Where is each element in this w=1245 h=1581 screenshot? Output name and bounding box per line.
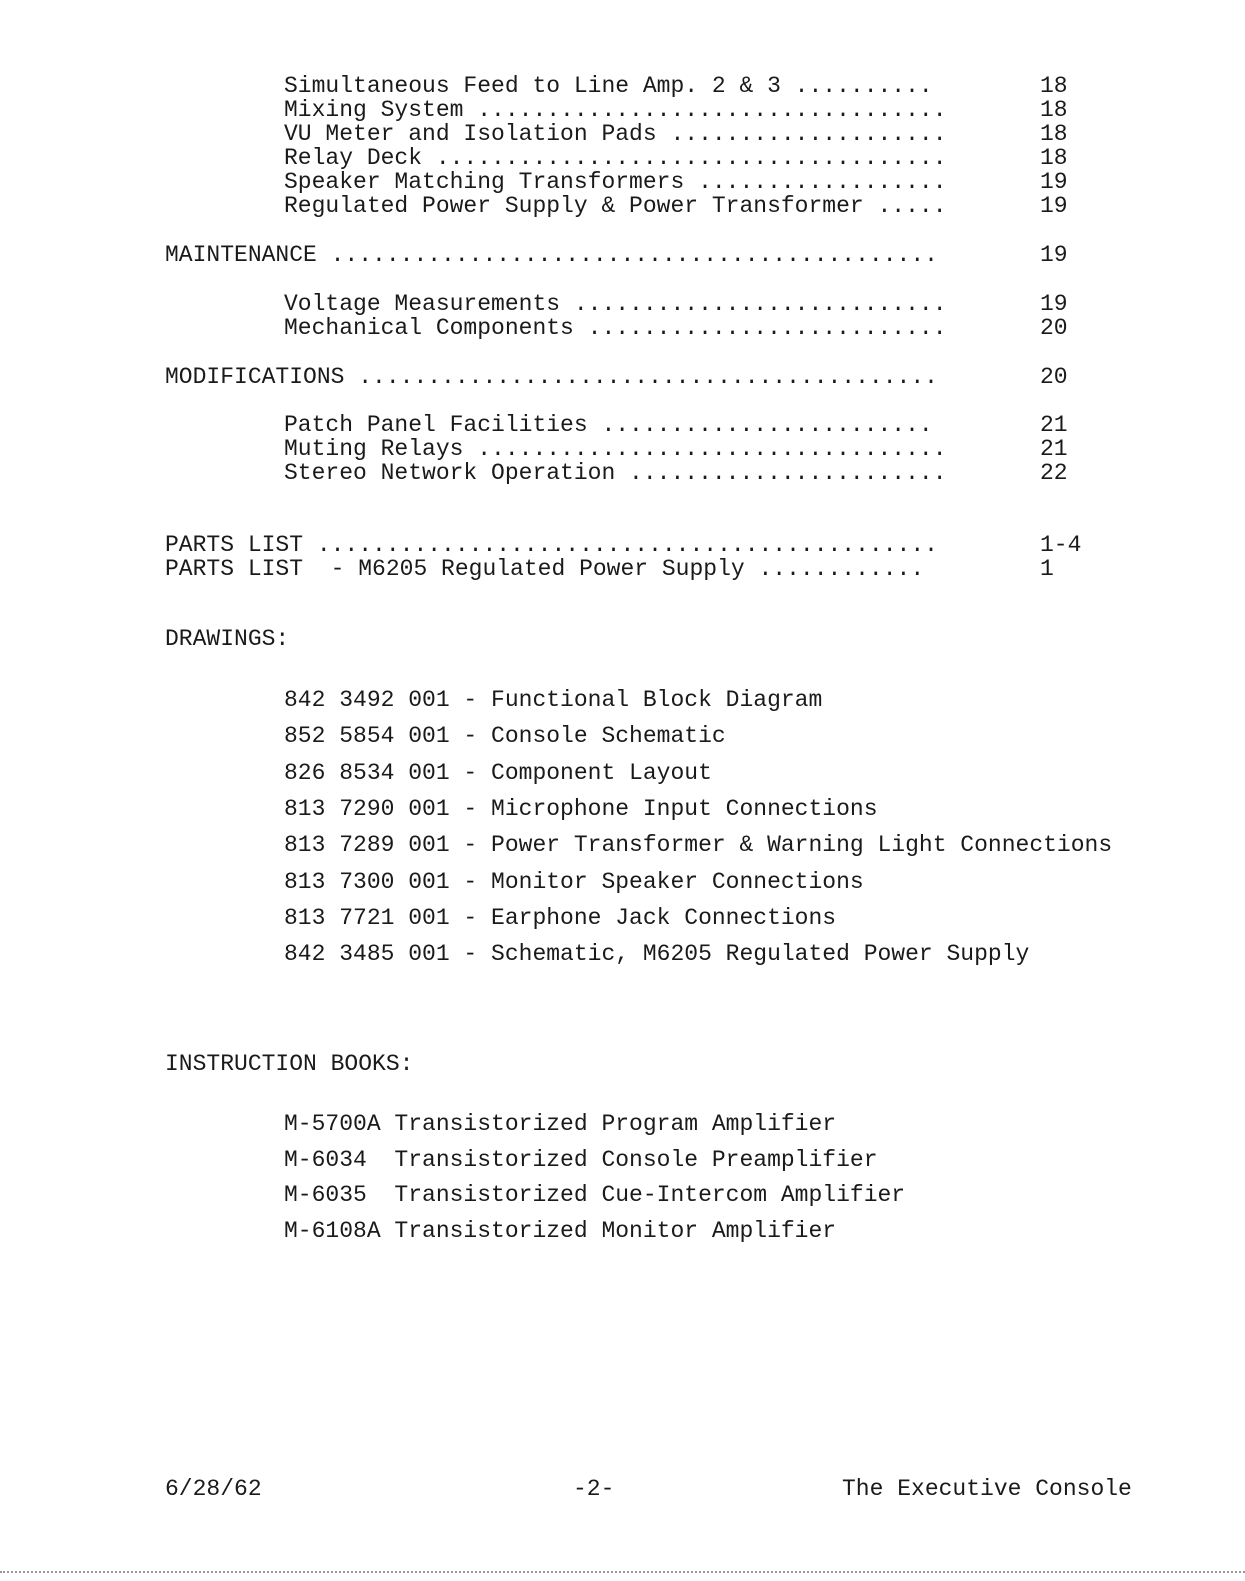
instruction-book-item: M-5700A Transistorized Program Amplifier: [284, 1111, 837, 1137]
drawing-item: 852 5854 001 - Console Schematic: [284, 723, 726, 750]
toc-page-number: 19: [1040, 193, 1068, 219]
toc-page-number: 19: [1040, 291, 1068, 317]
footer-date: 6/28/62: [165, 1476, 262, 1502]
footer-title: The Executive Console: [842, 1476, 1132, 1502]
toc-page-number: 20: [1040, 364, 1068, 390]
drawing-item: 813 7289 001 - Power Transformer & Warning Light Connections: [284, 832, 1113, 859]
toc-page-number: 19: [1040, 242, 1068, 268]
bottom-rule: [0, 1571, 1245, 1573]
toc-entry: Mechanical Components ..........................: [284, 315, 947, 341]
toc-entry: MAINTENANCE ............................................: [165, 242, 938, 268]
toc-entry: Muting Relays ..................................: [284, 436, 947, 462]
toc-entry: PARTS LIST .............................................: [165, 532, 938, 558]
toc-page-number: 18: [1040, 121, 1068, 147]
toc-page-number: 18: [1040, 97, 1068, 123]
toc-page-number: 1-4: [1040, 532, 1082, 558]
instruction-book-item: M-6108A Transistorized Monitor Amplifier: [284, 1218, 837, 1245]
toc-entry: MODIFICATIONS ..........................................: [165, 364, 938, 390]
toc-page-number: 21: [1040, 436, 1068, 462]
drawings-heading: DRAWINGS:: [165, 626, 290, 652]
drawing-item: 842 3492 001 - Functional Block Diagram: [284, 687, 823, 713]
toc-entry: VU Meter and Isolation Pads ....................: [284, 121, 947, 147]
instruction-book-item: M-6034 Transistorized Console Preamplifier: [284, 1146, 878, 1173]
toc-page-number: 19: [1040, 169, 1068, 195]
drawing-item: 813 7290 001 - Microphone Input Connections: [284, 795, 878, 822]
toc-entry: PARTS LIST - M6205 Regulated Power Supply ............: [165, 556, 925, 582]
toc-page-number: 18: [1040, 145, 1068, 171]
toc-page-number: 20: [1040, 315, 1068, 341]
toc-entry: Regulated Power Supply & Power Transformer .....: [284, 193, 947, 219]
toc-entry: Patch Panel Facilities ........................: [284, 412, 933, 438]
toc-entry: Relay Deck .....................................: [284, 145, 947, 171]
toc-entry: Voltage Measurements ...........................: [284, 291, 947, 317]
toc-page-number: 21: [1040, 412, 1068, 438]
toc-entry: Simultaneous Feed to Line Amp. 2 & 3 ..........: [284, 73, 933, 99]
footer-page-number: -2-: [573, 1476, 615, 1502]
instruction-books-heading: INSTRUCTION BOOKS:: [165, 1051, 414, 1077]
toc-page-number: 22: [1040, 460, 1068, 486]
drawing-item: 826 8534 001 - Component Layout: [284, 759, 712, 786]
toc-entry: Stereo Network Operation .......................: [284, 460, 947, 486]
toc-page-number: 1: [1040, 556, 1054, 582]
toc-page-number: 18: [1040, 73, 1068, 99]
drawing-item: 813 7721 001 - Earphone Jack Connections: [284, 904, 837, 931]
toc-entry: Speaker Matching Transformers ..................: [284, 169, 947, 195]
drawing-item: 813 7300 001 - Monitor Speaker Connections: [284, 868, 864, 895]
drawing-item: 842 3485 001 - Schematic, M6205 Regulated Power Supply: [284, 941, 1030, 968]
toc-entry: Mixing System ..................................: [284, 97, 947, 123]
instruction-book-item: M-6035 Transistorized Cue-Intercom Amplifier: [284, 1182, 906, 1209]
